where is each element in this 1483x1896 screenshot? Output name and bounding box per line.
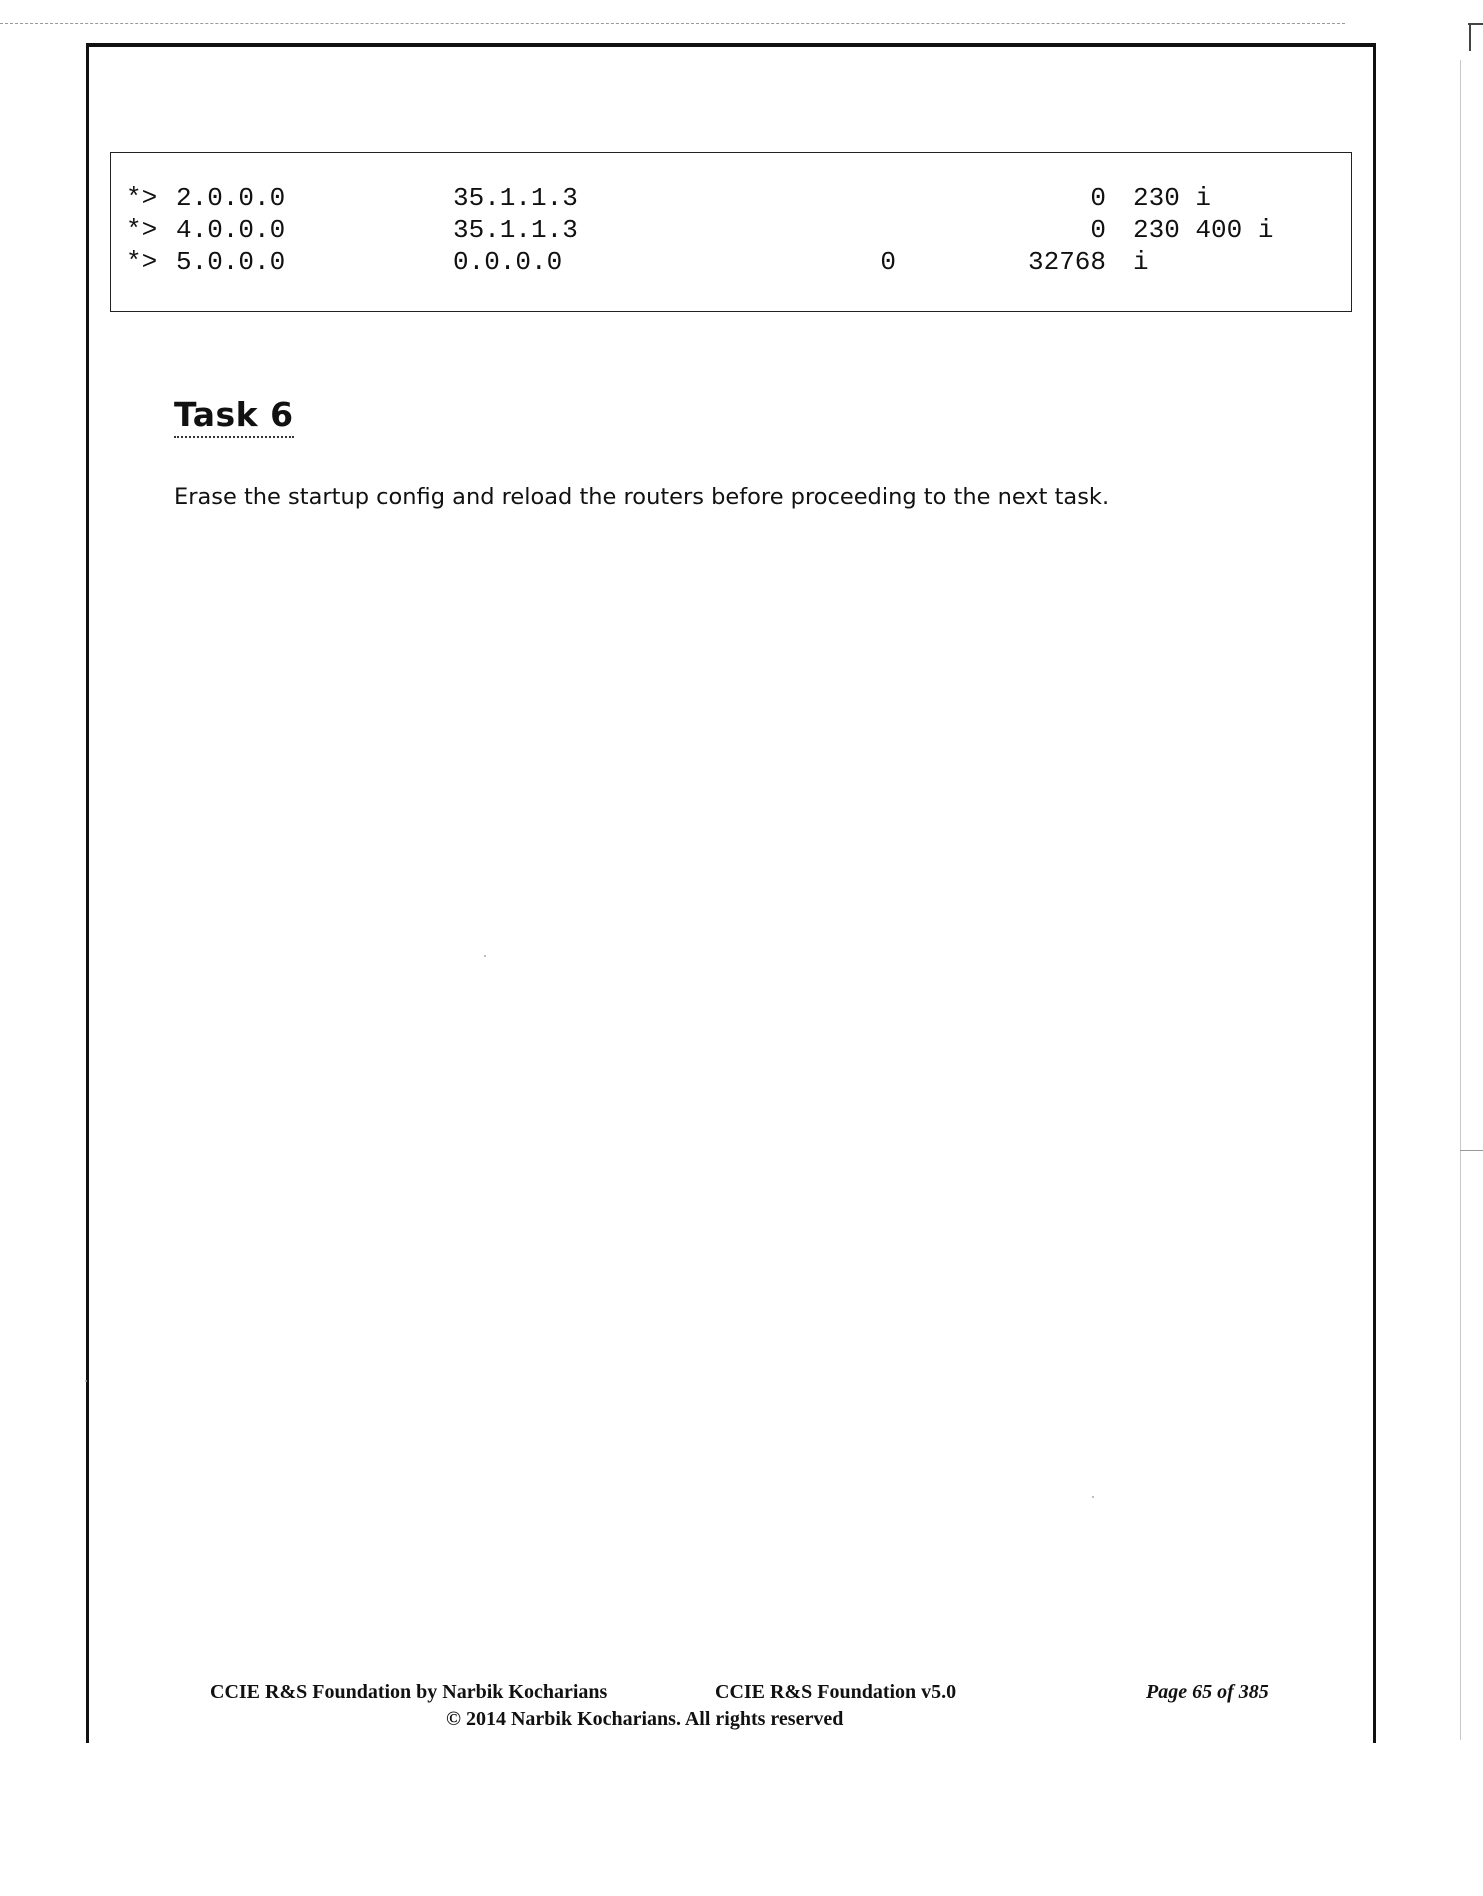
scan-corner-mark: [1469, 23, 1471, 51]
route-row: [111, 214, 1351, 246]
route-network: 5.0.0.0: [176, 247, 286, 277]
scan-edge-line: [1460, 60, 1461, 1740]
scan-speck: [1092, 1496, 1094, 1498]
route-row: [111, 246, 1351, 278]
footer-book-version: CCIE R&S Foundation v5.0: [715, 1681, 957, 1703]
footer-copyright: © 2014 Narbik Kocharians. All rights reserved: [446, 1708, 844, 1730]
route-status: *>: [126, 247, 158, 277]
scan-speck: [484, 955, 486, 957]
route-status: *>: [126, 183, 158, 213]
route-next-hop: 0.0.0.0: [453, 247, 563, 277]
route-network: 4.0.0.0: [176, 215, 286, 245]
route-path: 230 400 i: [1133, 215, 1274, 245]
cli-output-box: [110, 152, 1352, 312]
route-weight: 0: [1090, 183, 1106, 213]
route-row: [111, 182, 1351, 214]
route-network: 2.0.0.0: [176, 183, 286, 213]
scan-speck: [85, 1380, 87, 1382]
route-next-hop: 35.1.1.3: [453, 215, 578, 245]
route-metric: 0: [880, 247, 896, 277]
route-weight: 32768: [1027, 247, 1106, 277]
task-heading: Task 6: [174, 395, 294, 438]
scan-edge-tick: [1460, 1150, 1483, 1151]
footer-page-number: Page 65 of 385: [1146, 1681, 1269, 1703]
footer-book-title: CCIE R&S Foundation by Narbik Kocharians: [210, 1681, 608, 1703]
scan-edge-line: [0, 23, 1345, 24]
route-status: *>: [126, 215, 158, 245]
route-weight: 0: [1090, 215, 1106, 245]
route-path: i: [1133, 247, 1149, 277]
task-instructions: Erase the startup config and reload the routers before proceeding to the next task.: [174, 484, 1110, 510]
route-path: 230 i: [1133, 183, 1212, 213]
route-next-hop: 35.1.1.3: [453, 183, 578, 213]
